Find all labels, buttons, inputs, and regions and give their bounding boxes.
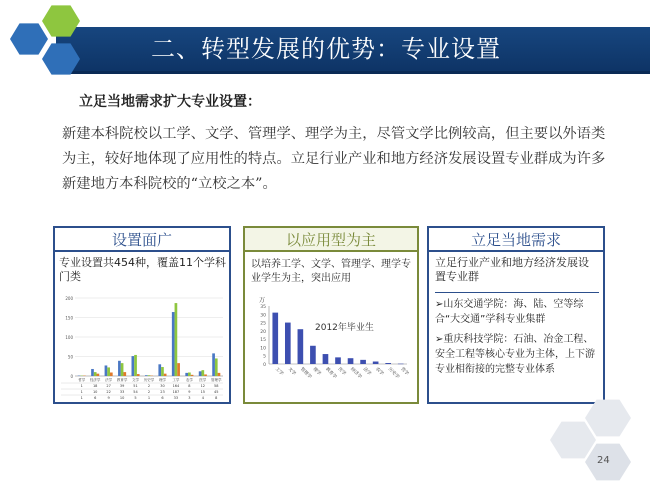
bullet-text: ➢山东交通学院：海、陆、空等综合“大交通”学科专业集群 [435,299,584,325]
bar [398,364,404,365]
panel-applied [243,226,419,404]
data-label: 10 [119,396,125,400]
bar [172,312,175,376]
data-label: 1 [80,396,83,400]
x-tick-label: 哲学 [78,378,86,382]
bar [215,358,218,376]
panel-text: 专业设置共454种，覆盖11个学科门类 [59,256,226,283]
x-tick-label: 法学 [361,366,372,377]
bar [218,373,221,376]
bar [121,363,124,376]
bar [177,363,180,376]
x-tick-label: 工学 [172,378,180,382]
data-label: 30 [160,384,165,388]
bar [310,346,316,364]
bar [145,375,148,376]
x-tick-label: 文学 [132,378,140,382]
data-label: 9 [188,390,191,394]
data-label: 33 [119,390,125,394]
bar [91,369,94,376]
x-tick-label: 工学 [273,366,284,377]
graduates-bar-chart [251,296,413,400]
x-tick-label: 医学 [336,366,347,377]
x-tick-label: 管理学 [211,378,222,382]
bar [148,375,151,376]
bar [107,367,110,376]
bullet-text: ➢重庆科技学院：石油、冶金工程、安全工程等核心专业为主体，上下游专业相衔接的完整专业体系 [435,334,595,375]
x-tick-label: 法学 [105,378,113,382]
x-tick-label: 农学 [185,378,193,382]
bar [212,353,215,376]
subheading: 立足当地需求扩大专业设置： [79,94,261,110]
bar [110,372,113,376]
bar [97,374,100,376]
bar [385,363,391,364]
data-label: 18 [92,384,98,388]
slide-title: 二、转型发展的优势：专业设置 [151,35,501,63]
x-tick-label: 历史学 [386,366,400,380]
panel-scope [53,226,231,404]
data-label: 15 [200,390,206,394]
y-tick-label: 200 [65,296,73,301]
x-tick-label: 管理学 [298,366,313,380]
slide-header [0,0,650,78]
bar [188,372,191,376]
y-tick-label: 35 [260,305,266,310]
data-label: 1 [147,396,151,400]
bar [118,361,121,376]
panel-local [427,226,605,404]
bar [298,329,304,364]
data-label: 27 [106,384,111,388]
y-tick-label: 150 [65,315,73,321]
data-label: 23 [160,390,165,394]
panel-heading: 立足当地需求 [429,228,603,252]
bullet-item [435,332,599,377]
bar [335,357,341,364]
bar [175,303,178,376]
y-tick-label: 5 [263,354,266,360]
panel-heading: 设置面广 [55,228,229,252]
bar [123,372,126,376]
data-label: 54 [133,390,138,394]
x-tick-label: 农学 [374,366,385,377]
data-label: 22 [106,390,111,394]
data-label: 6 [161,396,164,400]
panel-text: 以培养工学、文学、管理学、理学专业学生为主，突出应用 [251,259,411,284]
x-tick-label: 经济学 [349,366,363,380]
data-label: 9 [107,396,110,400]
data-label: 6 [94,396,97,400]
data-label: 2 [147,384,151,388]
bar [204,374,207,376]
bar [94,372,97,376]
bar [105,365,108,376]
data-label: 1 [80,390,83,394]
y-tick-label: 100 [65,335,73,340]
panel-heading: 以应用型为主 [245,228,417,252]
x-tick-label: 理学 [158,378,166,382]
data-label: 5 [134,396,137,400]
x-tick-label: 文学 [286,366,297,377]
bar [285,323,291,364]
x-tick-label: 医学 [199,378,207,382]
data-label: 164 [172,384,180,388]
bullet-item [435,292,599,327]
bar [137,374,140,376]
bar [134,355,137,376]
y-tick-label: 0 [263,363,266,368]
title-bar [56,27,650,74]
x-tick-label: 历史学 [143,378,155,382]
hexagon-decoration-icon [10,22,48,56]
hexagon-decoration-icon [585,398,631,438]
y-tick-label: 15 [260,338,266,344]
bar [158,364,161,376]
x-tick-label: 教育学 [116,378,128,382]
chart-title: 2012年毕业生 [315,323,374,333]
hexagon-decoration-icon [550,420,596,460]
intro-paragraph: 新建本科院校以工学、文学、管理学、理学为主，尽管文学比例较高，但主要以外语类为主，较好地体现了应用性的特点。立足行业产业和地方经济发展设置专业群成为许多新建地方本科院校的“立校之本”。 [62,126,606,192]
y-tick-label: 20 [260,329,266,335]
y-tick-label: 10 [260,346,266,352]
page-number: 24 [597,455,610,466]
bar [185,373,188,376]
y-axis-unit: 万 [259,297,266,304]
data-label: 187 [172,390,180,394]
data-label: 39 [119,384,125,388]
y-tick-label: 0 [70,374,73,379]
data-label: 33 [173,396,179,400]
bar [272,313,278,364]
bar [164,374,167,376]
data-label: 8 [215,396,218,400]
data-label: 1 [80,384,83,388]
bar [191,375,194,376]
data-label: 10 [92,390,98,394]
bar [360,360,366,364]
data-label: 4 [201,396,204,400]
bar [323,354,329,364]
x-tick-label: 哲学 [399,366,410,377]
data-label: 8 [188,384,191,388]
bar [161,367,164,376]
bar [201,370,204,376]
bar [132,356,135,376]
data-label: 2 [147,390,151,394]
y-tick-label: 50 [67,354,73,360]
discipline-bar-chart [59,292,227,400]
data-label: 51 [133,384,138,388]
bar [373,362,379,364]
bar [348,358,354,364]
data-label: 12 [200,384,206,388]
data-label: 58 [214,384,219,388]
y-tick-label: 30 [260,313,266,319]
x-tick-label: 理学 [311,366,322,377]
data-label: 3 [188,396,191,400]
data-label: 45 [214,390,219,394]
x-tick-label: 经济学 [89,378,101,382]
y-tick-label: 25 [260,321,266,327]
panel-text: 立足行业产业和地方经济发展设置专业群 [435,256,589,283]
x-tick-label: 教育学 [324,366,338,380]
bar [199,371,202,376]
